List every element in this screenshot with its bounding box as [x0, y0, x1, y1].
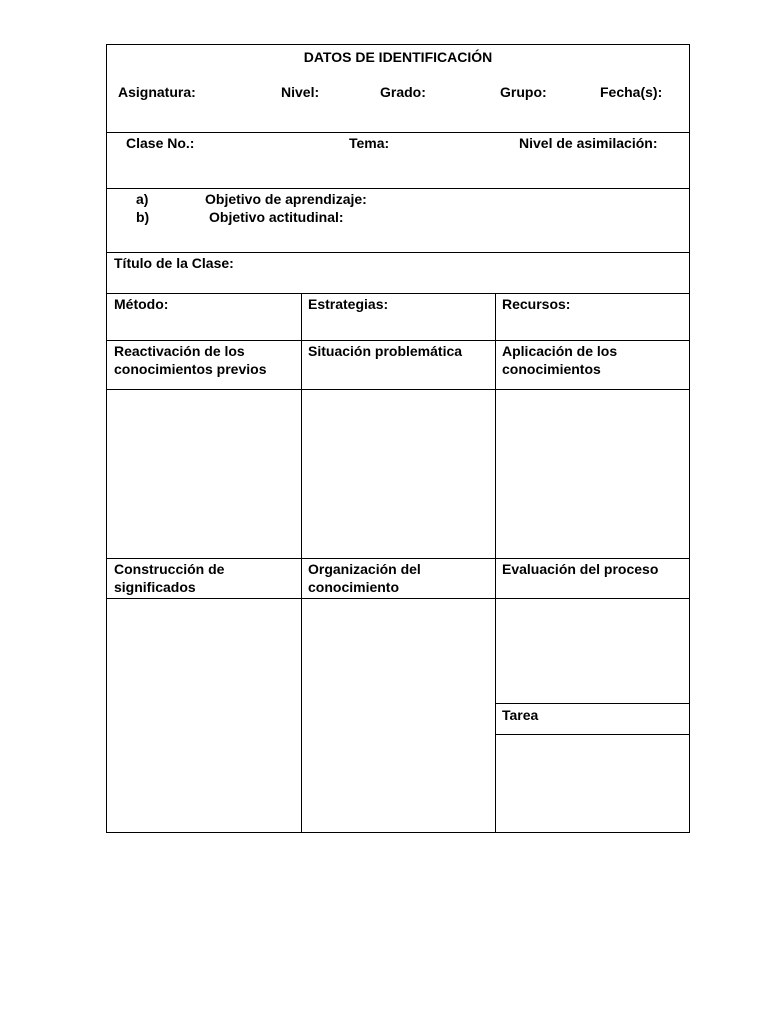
reactivacion-header: Reactivación de los conocimientos previos [114, 343, 267, 377]
asignatura-label: Asignatura: [118, 84, 196, 100]
nivel-asimilacion-label: Nivel de asimilación: [519, 135, 658, 151]
objetivo-actitudinal-label: Objetivo actitudinal: [209, 209, 344, 225]
objetivo-a-marker: a) [136, 191, 149, 207]
lesson-plan-form [106, 44, 690, 833]
divider-above-tarea [495, 703, 689, 704]
situacion-header: Situación problemática [308, 343, 463, 359]
divider-after-metodo [107, 340, 689, 341]
column-divider-2 [495, 293, 496, 832]
grupo-label: Grupo: [500, 84, 547, 100]
divider-below-tarea [495, 734, 689, 735]
divider-after-fases2-headers [107, 598, 689, 599]
aplicacion-header: Aplicación de los conocimientos [502, 343, 618, 377]
titulo-clase-label: Título de la Clase: [114, 255, 234, 271]
metodo-label: Método: [114, 296, 169, 312]
tarea-label: Tarea [502, 707, 539, 723]
divider-after-clase [107, 188, 689, 189]
fechas-label: Fecha(s): [600, 84, 663, 100]
divider-after-identification [107, 132, 689, 133]
nivel-label: Nivel: [281, 84, 320, 100]
evaluacion-header: Evaluación del proceso [502, 561, 659, 577]
divider-after-fases1-body [107, 558, 689, 559]
objetivo-b-marker: b) [136, 209, 150, 225]
tema-label: Tema: [349, 135, 390, 151]
grado-label: Grado: [380, 84, 426, 100]
divider-after-fases1-headers [107, 389, 689, 390]
divider-after-objetivos [107, 252, 689, 253]
construccion-header: Construcción de significados [114, 561, 225, 595]
organizacion-header: Organización del conocimiento [308, 561, 421, 595]
objetivo-aprendizaje-label: Objetivo de aprendizaje: [205, 191, 367, 207]
clase-numero-label: Clase No.: [126, 135, 195, 151]
recursos-label: Recursos: [502, 296, 571, 312]
column-divider-1 [301, 293, 302, 832]
section-title: DATOS DE IDENTIFICACIÓN [303, 49, 493, 65]
divider-after-titulo [107, 293, 689, 294]
estrategias-label: Estrategias: [308, 296, 389, 312]
